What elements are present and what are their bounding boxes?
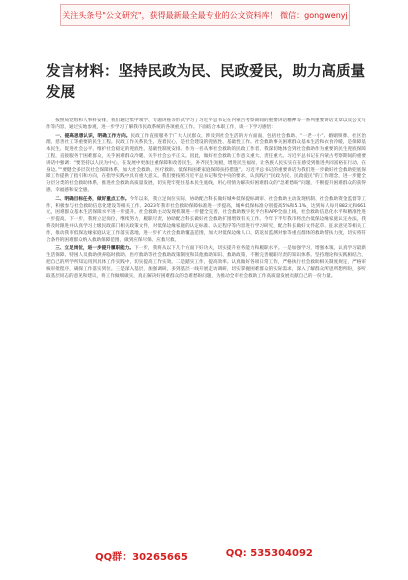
contact-footer bbox=[0, 548, 408, 566]
document-body bbox=[46, 118, 366, 542]
qq-group-number: QQ群：30265665 bbox=[95, 552, 188, 563]
section-paragraph-1 bbox=[46, 134, 366, 195]
intro-paragraph: 按照局党组和人事科安排，我们通过集中领学、专题讲座等形式学习了习近平总书记在内蒙古考察期间的重要讲话精神等一系列重要讲话文章以及公文写作等内容，通过实地参观，进一步学习了解我市民政系统的各项重点工作。下面结合本职工作，谈一下学习感悟： bbox=[46, 118, 366, 130]
section-paragraph-3 bbox=[46, 246, 366, 280]
section-paragraph-2 bbox=[46, 197, 366, 245]
section-heading-1: 一、提高思想认识，明确工作方向。 bbox=[55, 133, 131, 139]
section-body-2: 今年以来，我立足岗位实际，协助配合科长做好城乡低保提标调审、社会救助主动发现机制、社会救助资金监督等工作，积极参与社会救助信息化建设等相关工作。2023年我市社会救助保障标准进一步提高，城乡低保标准分别提高5%和5.1%，达到每人每月882元和661元，困难群众基本生活保障水平进一步提升。社会救助主动发现机制进一步健全完善，社会救助数字化平台和APP全面上线，社会救助信息化水平和精准性进一步提高。下一步，我将立足岗位，继续努力，履职尽责，协助配合科长做好社会救助扩围增效有关工作。今年下半年我市将出台低保边缘家庭认定办法，我将及时跟进并认真学习上级民政部门相关政策文件，对低保边缘家庭的认定标准、认定程序等内容进行学习研究，配合科长做好文件起草、征求意见等相关工作，推动我市低保边缘家庭认定工作落实落地，进一步扩大社会救助覆盖范围，加大对低保边缘人口、防返贫监测对象等重点群体的救助帮扶力度，切实将符合条件的困难群众纳入救助保障范围，做到应保尽保、应救尽救。 bbox=[46, 196, 366, 243]
section-heading-2: 二、明确目标任务，做好重点工作。 bbox=[55, 196, 130, 202]
qq-number: QQ: 535304092 bbox=[225, 548, 313, 559]
section-heading-3: 三、立足岗位，进一步提升履职能力。 bbox=[55, 246, 135, 252]
document-title: 发言材料：坚持民政为民、民政爱民，助力高质量发展 bbox=[46, 64, 365, 101]
promo-banner bbox=[60, 4, 350, 26]
section-body-3: 下一步，我将从以下几个方面下好功夫，切实提升业务能力和履职水平。一是加强学习，增强本领。认真学习最新生活保障、特困人员救助供养临时救助、医疗救助等社会救助政策制度和其他救助知识、救助政策，不断完善履职尽责的知识体系。坚持理论和实践相结合，把自己的所学所知运用到具体工作实践中，切实提高工作实效。二是踏实工作，提高效率。认真做好各项日常工作，严格执行社会救助相关制度规定，严格审核审批程序，确保工作落实到位。三是深入基层，加强调研。多到基层一线开展走访调研，切实掌握困难群众的实际需求，深入了解群众所思所想所盼，多听取基层同志的意见和建议，将工作做细做实，真正解决好困难群众的急难愁盼问题，为推动全市社会救助工作高质量发展贡献自己的一份力量。 bbox=[46, 246, 366, 279]
section-body-1: 民政工作直接服务于广大人民群众，涉及到社会生活的方方面面，包括社会救助、“一老一小”、婚姻殡葬、社区治理、慈善社工等重要的民生工程。民政工作关系民生、连着民心，是社会建设的兜底性、基础性工作。社会救助事关困难群众基本生活和衣食冷暖，是保障基本民生、促进社会公平、维护社会稳定的兜底性、基础性制度安排。作为一名从事社会救助的民政工作者，我深切地体会到社会救助作为重要的民生兜底保障工程，直接服务于困难群众，关乎困难群众冷暖，关乎社会公平正义。因此，做好社会救助工作意义重大、责任重大。习近平总书记在内蒙古考察期间的重要讲话中强调：“要坚持以人民为中心，在发展中更加注重保障和改善民生，补齐民生短板，增进民生福祉，让各族人民实实在在感受到推进共同富裕在行动、在身边。”“要健全多层次社会保障体系，加大社会救助、医疗救助、低保和困难家庭保障扶持措施”。习近平总书记的重要讲话为我们进一步做好社会救助兜底保障工作提供了指引和方向，在指导实践中具有重大意义。我们要按照习近平总书记和党中央的要求，认真践行“民政为民、民政爱民”的工作理念，进一步健全分层分类的社会救助体系，推进社会救助高质量发展，切实兜牢兜住基本民生底线，用心用情为解决好困难群众的“急难愁盼”问题，不断提升困难群众的获得感、幸福感和安全感。 bbox=[46, 133, 366, 193]
promo-banner-text: 关注头条号"公文研究"，获得最新最全最专业的公文资料库！ 微信：gongwenyj bbox=[62, 10, 348, 20]
